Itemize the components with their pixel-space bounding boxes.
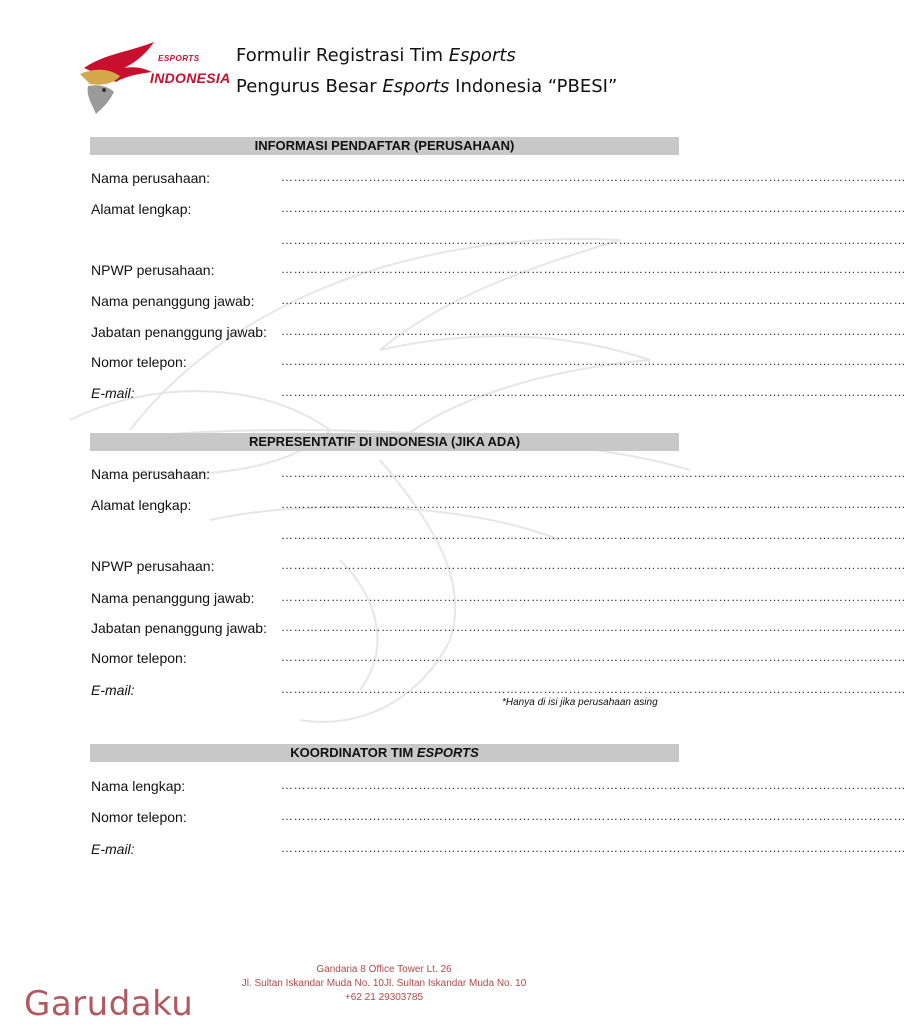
footer-address-line2: Jl. Sultan Iskandar Muda No. 10Jl. Sultan Iskandar Muda No. 10 <box>241 978 527 989</box>
fill-line[interactable]: …………………………………………………………………………………………………………………………………… <box>281 466 906 480</box>
fill-line[interactable]: …………………………………………………………………………………………………………………………………… <box>281 170 906 184</box>
fill-line[interactable]: …………………………………………………………………………………………………………………………………… <box>281 682 906 696</box>
field-label: Nama perusahaan: <box>91 170 211 186</box>
fill-line[interactable]: …………………………………………………………………………………………………………………………………… <box>281 558 906 572</box>
field-label: Nomor telepon: <box>91 650 187 666</box>
organization-title: Pengurus Besar Esports Indonesia “PBESI” <box>236 76 618 97</box>
field-label: Nomor telepon: <box>91 354 187 370</box>
field-company-npwp[interactable] <box>91 558 906 578</box>
field-email[interactable] <box>91 385 906 405</box>
logo-text-indonesia: INDONESIA <box>150 70 231 86</box>
field-label: Nama perusahaan: <box>91 466 211 482</box>
form-title: Formulir Registrasi Tim Esports <box>236 45 516 66</box>
field-pic-name[interactable] <box>91 293 906 313</box>
field-full-name[interactable] <box>91 778 906 798</box>
footer-phone: +62 21 29303785 <box>344 992 424 1003</box>
fill-line[interactable]: …………………………………………………………………………………………………………………………………… <box>281 528 906 542</box>
fill-line[interactable]: …………………………………………………………………………………………………………………………………… <box>281 620 906 634</box>
field-pic-position[interactable] <box>91 620 906 640</box>
field-label: NPWP perusahaan: <box>91 558 215 574</box>
fill-line[interactable]: …………………………………………………………………………………………………………………………………… <box>281 354 906 368</box>
fill-line[interactable]: …………………………………………………………………………………………………………………………………… <box>281 809 906 823</box>
field-email[interactable] <box>91 841 906 861</box>
field-full-address-line2[interactable] <box>91 233 906 253</box>
section-header-representative: REPRESENTATIF DI INDONESIA (JIKA ADA) <box>90 433 679 451</box>
fill-line[interactable]: …………………………………………………………………………………………………………………………………… <box>281 841 906 855</box>
fill-line[interactable]: …………………………………………………………………………………………………………………………………… <box>281 590 906 604</box>
fill-line[interactable]: …………………………………………………………………………………………………………………………………… <box>281 497 906 511</box>
fill-line[interactable]: …………………………………………………………………………………………………………………………………… <box>281 385 906 399</box>
field-label: Jabatan penanggung jawab: <box>91 620 267 636</box>
field-label: E-mail: <box>91 682 135 698</box>
field-label: Nomor telepon: <box>91 809 187 825</box>
fill-line[interactable]: …………………………………………………………………………………………………………………………………… <box>281 650 906 664</box>
field-pic-position[interactable] <box>91 324 906 344</box>
fill-line[interactable]: …………………………………………………………………………………………………………………………………… <box>281 293 906 307</box>
field-full-address-line2[interactable] <box>91 528 906 548</box>
field-label: Alamat lengkap: <box>91 201 192 217</box>
fill-line[interactable]: …………………………………………………………………………………………………………………………………… <box>281 233 906 247</box>
field-label: Jabatan penanggung jawab: <box>91 324 267 340</box>
field-label: E-mail: <box>91 841 135 857</box>
fill-line[interactable]: …………………………………………………………………………………………………………………………………… <box>281 201 906 215</box>
field-label: Alamat lengkap: <box>91 497 192 513</box>
field-full-address[interactable] <box>91 497 906 517</box>
footer-address-line1: Gandaria 8 Office Tower Lt. 26 <box>316 964 452 975</box>
field-company-npwp[interactable] <box>91 262 906 282</box>
section-header-team-coordinator: KOORDINATOR TIM ESPORTS <box>90 744 679 762</box>
field-label: E-mail: <box>91 385 135 401</box>
garudaku-brand: Garudaku <box>24 984 194 1024</box>
fill-line[interactable]: …………………………………………………………………………………………………………………………………… <box>281 262 906 276</box>
field-phone[interactable] <box>91 809 906 829</box>
field-pic-name[interactable] <box>91 590 906 610</box>
field-label: Nama penanggung jawab: <box>91 590 255 606</box>
field-label: NPWP perusahaan: <box>91 262 215 278</box>
foreign-company-note: *Hanya di isi jika perusahaan asing <box>502 697 658 708</box>
field-label: Nama penanggung jawab: <box>91 293 255 309</box>
field-phone[interactable] <box>91 354 906 374</box>
fill-line[interactable]: …………………………………………………………………………………………………………………………………… <box>281 324 906 338</box>
field-label: Nama lengkap: <box>91 778 186 794</box>
field-full-address[interactable] <box>91 201 906 221</box>
fill-line[interactable]: …………………………………………………………………………………………………………………………………… <box>281 778 906 792</box>
section-header-applicant: INFORMASI PENDAFTAR (PERUSAHAAN) <box>90 137 679 155</box>
logo-text-esports: ESPORTS <box>158 54 200 63</box>
field-company-name[interactable] <box>91 466 906 486</box>
field-phone[interactable] <box>91 650 906 670</box>
field-company-name[interactable] <box>91 170 906 190</box>
